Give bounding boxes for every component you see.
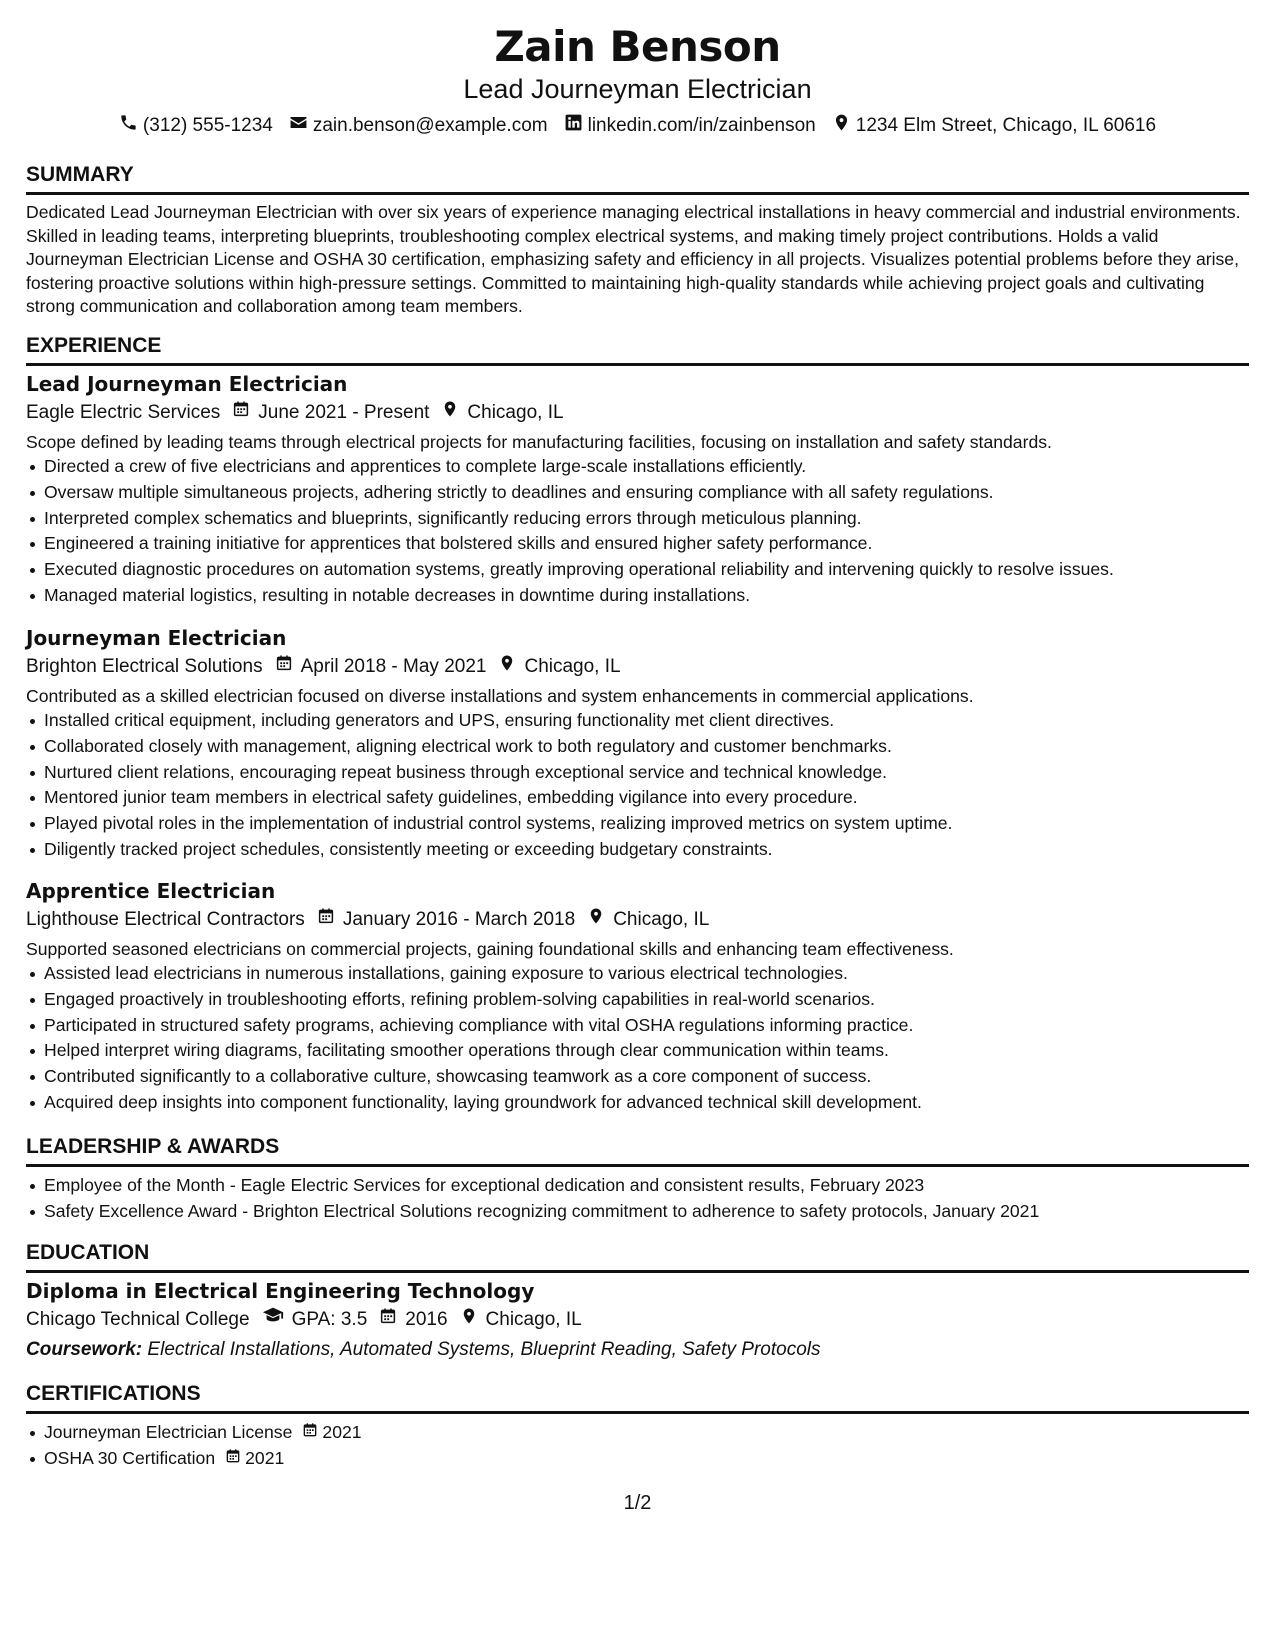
job-scope: Contributed as a skilled electrician focused on diverse installations and system enhancements in commercial applications. xyxy=(26,686,974,706)
job-location xyxy=(587,905,709,935)
job-scope: Scope defined by leading teams through electrical projects for manufacturing facilities, focusing on installation and safety standards. xyxy=(26,432,1052,452)
job-dates xyxy=(317,905,575,935)
list-item: Managed material logistics, resulting in notable decreases in downtime during installations. xyxy=(44,583,1249,609)
map-pin-icon xyxy=(460,1305,478,1335)
list-item: Assisted lead electricians in numerous installations, gaining exposure to various electrical technologies. xyxy=(44,961,1249,987)
cert-year xyxy=(302,1420,361,1446)
list-item: Played pivotal roles in the implementation of industrial control systems, realizing improved metrics on system uptime. xyxy=(44,811,1249,837)
contact-phone[interactable] xyxy=(119,113,273,138)
education-location xyxy=(460,1305,582,1335)
education-section xyxy=(26,1240,1249,1365)
job-title: Journeyman Electrician xyxy=(26,626,287,650)
section-divider xyxy=(26,1411,1249,1414)
list-item: Directed a crew of five electricians and apprentices to complete large-scale installations efficiently. xyxy=(44,454,1249,480)
section-title-education: EDUCATION xyxy=(26,1241,150,1264)
job-location-text: Chicago, IL xyxy=(613,909,710,930)
cert-name: Journeyman Electrician License xyxy=(44,1422,293,1442)
envelope-icon xyxy=(289,113,308,138)
job-meta xyxy=(26,905,1249,935)
awards-list xyxy=(26,1173,1249,1225)
cert-year-text: 2021 xyxy=(245,1447,285,1468)
list-item: Employee of the Month - Eagle Electric Services for exceptional dedication and consistent results, February 2023 xyxy=(44,1173,1249,1199)
list-item: Acquired deep insights into component functionality, laying groundwork for advanced technical skill development. xyxy=(44,1090,1249,1116)
cert-year xyxy=(225,1446,284,1472)
job-bullets xyxy=(26,961,1249,1116)
section-divider xyxy=(26,192,1249,195)
job-dates-text: April 2018 - May 2021 xyxy=(300,656,487,677)
job-dates xyxy=(275,652,487,682)
education-year-text: 2016 xyxy=(405,1309,448,1330)
calendar-icon xyxy=(275,652,293,682)
list-item: Safety Excellence Award - Brighton Electrical Solutions recognizing commitment to adherence to safety protocols, January 2021 xyxy=(44,1199,1249,1225)
job-meta xyxy=(26,652,1249,682)
company-name: Brighton Electrical Solutions xyxy=(26,656,263,677)
list-item: Mentored junior team members in electrical safety guidelines, embedding vigilance into every procedure. xyxy=(44,785,1249,811)
job-bullets xyxy=(26,454,1249,609)
calendar-icon xyxy=(379,1305,397,1335)
calendar-icon xyxy=(302,1420,318,1446)
section-title-certifications: CERTIFICATIONS xyxy=(26,1382,201,1405)
cert-year-text: 2021 xyxy=(322,1422,362,1442)
job-scope: Supported seasoned electricians on commercial projects, gaining foundational skills and enhancing team effectiveness. xyxy=(26,939,954,959)
degree-title: Diploma in Electrical Engineering Technology xyxy=(26,1279,535,1303)
list-item: Engaged proactively in troubleshooting efforts, refining problem-solving capabilities in real-world scenarios. xyxy=(44,987,1249,1013)
list-item: Installed critical equipment, including generators and UPS, ensuring functionality met client directives. xyxy=(44,708,1249,734)
phone-icon xyxy=(119,113,138,138)
education-location-text: Chicago, IL xyxy=(485,1309,582,1330)
list-item: Diligently tracked project schedules, consistently meeting or exceeding budgetary constraints. xyxy=(44,837,1249,863)
certifications-list xyxy=(26,1420,1249,1472)
section-divider xyxy=(26,1164,1249,1167)
contact-linkedin[interactable] xyxy=(564,113,816,138)
education-meta xyxy=(26,1305,1249,1335)
contact-address xyxy=(832,113,1156,138)
job-location xyxy=(441,398,563,428)
job-title: Apprentice Electrician xyxy=(26,879,276,903)
summary-section xyxy=(26,162,1249,319)
headline: Lead Journeyman Electrician xyxy=(463,74,812,104)
section-divider xyxy=(26,1270,1249,1273)
education-year xyxy=(379,1305,447,1335)
gpa-text: GPA: 3.5 xyxy=(291,1309,368,1330)
experience-section xyxy=(26,333,1249,366)
contact-bar xyxy=(26,113,1249,138)
address-text: 1234 Elm Street, Chicago, IL 60616 xyxy=(855,114,1157,136)
job-location-text: Chicago, IL xyxy=(467,402,564,423)
map-pin-icon xyxy=(587,905,605,935)
job-entry xyxy=(26,624,1249,863)
job-dates-text: January 2016 - March 2018 xyxy=(342,909,576,930)
list-item: Contributed significantly to a collaborative culture, showcasing teamwork as a core component of success. xyxy=(44,1064,1249,1090)
certifications-section xyxy=(26,1381,1249,1472)
list-item: Participated in structured safety programs, achieving compliance with vital OSHA regulations informing practice. xyxy=(44,1013,1249,1039)
coursework xyxy=(26,1335,1249,1365)
coursework-text: Electrical Installations, Automated Systems, Blueprint Reading, Safety Protocols xyxy=(147,1339,821,1360)
company-name: Lighthouse Electrical Contractors xyxy=(26,909,305,930)
cert-name: OSHA 30 Certification xyxy=(44,1447,216,1468)
calendar-icon xyxy=(317,905,335,935)
linkedin-text: linkedin.com/in/zainbenson xyxy=(587,114,816,136)
list-item: Helped interpret wiring diagrams, facilitating smoother operations through clear communication within teams. xyxy=(44,1038,1249,1064)
email-text: zain.benson@example.com xyxy=(312,114,548,136)
graduation-cap-icon xyxy=(262,1304,284,1336)
awards-section xyxy=(26,1134,1249,1225)
list-item: Collaborated closely with management, aligning electrical work to both regulatory and customer benchmarks. xyxy=(44,734,1249,760)
list-item: Executed diagnostic procedures on automation systems, greatly improving operational reliability and intervening quickly to resolve issues. xyxy=(44,557,1249,583)
map-pin-icon xyxy=(441,398,459,428)
list-item xyxy=(44,1446,1249,1472)
list-item: Nurtured client relations, encouraging repeat business through exceptional service and technical knowledge. xyxy=(44,760,1249,786)
section-title-awards: LEADERSHIP & AWARDS xyxy=(26,1135,280,1158)
job-location-text: Chicago, IL xyxy=(524,656,621,677)
job-location xyxy=(498,652,620,682)
gpa xyxy=(262,1304,368,1336)
job-dates xyxy=(232,398,429,428)
candidate-name: Zain Benson xyxy=(494,22,781,71)
company-name: Eagle Electric Services xyxy=(26,402,221,423)
job-dates-text: June 2021 - Present xyxy=(258,402,430,423)
page-number: 1/2 xyxy=(623,1492,652,1514)
section-title-experience: EXPERIENCE xyxy=(26,334,162,357)
job-title: Lead Journeyman Electrician xyxy=(26,372,348,396)
section-title-summary: SUMMARY xyxy=(26,163,134,186)
map-pin-icon xyxy=(498,652,516,682)
linkedin-icon xyxy=(564,113,583,138)
contact-email[interactable] xyxy=(289,113,548,138)
summary-text: Dedicated Lead Journeyman Electrician with over six years of experience managing electrical installations in heavy commercial and industrial environments. Skilled in leading teams, interpreting blueprints, troubleshooting complex electrical systems, and making timely project contributions. Holds a valid Journeyman Electrician License and OSHA 30 certification, emphasizing safety and efficiency in all projects. Visualizes potential problems before they arise, fostering proactive solutions within high-pressure settings. Committed to maintaining high-quality standards while achieving project goals and cultivating strong communication and collaboration among team members. xyxy=(26,202,1241,316)
list-item: Oversaw multiple simultaneous projects, adhering strictly to deadlines and ensuring compliance with all safety regulations. xyxy=(44,480,1249,506)
coursework-label: Coursework: xyxy=(26,1339,143,1360)
calendar-icon xyxy=(232,398,250,428)
phone-text: (312) 555-1234 xyxy=(142,114,273,136)
list-item: Engineered a training initiative for apprentices that bolstered skills and ensured higher safety performance. xyxy=(44,531,1249,557)
job-meta xyxy=(26,398,1249,428)
map-pin-icon xyxy=(832,113,851,138)
job-bullets xyxy=(26,708,1249,863)
job-entry xyxy=(26,877,1249,1116)
job-entry xyxy=(26,370,1249,609)
school-name: Chicago Technical College xyxy=(26,1309,250,1330)
section-divider xyxy=(26,363,1249,366)
calendar-icon xyxy=(225,1446,241,1472)
list-item xyxy=(44,1420,1249,1446)
list-item: Interpreted complex schematics and blueprints, significantly reducing errors through meticulous planning. xyxy=(44,506,1249,532)
resume-page xyxy=(26,0,1249,1650)
